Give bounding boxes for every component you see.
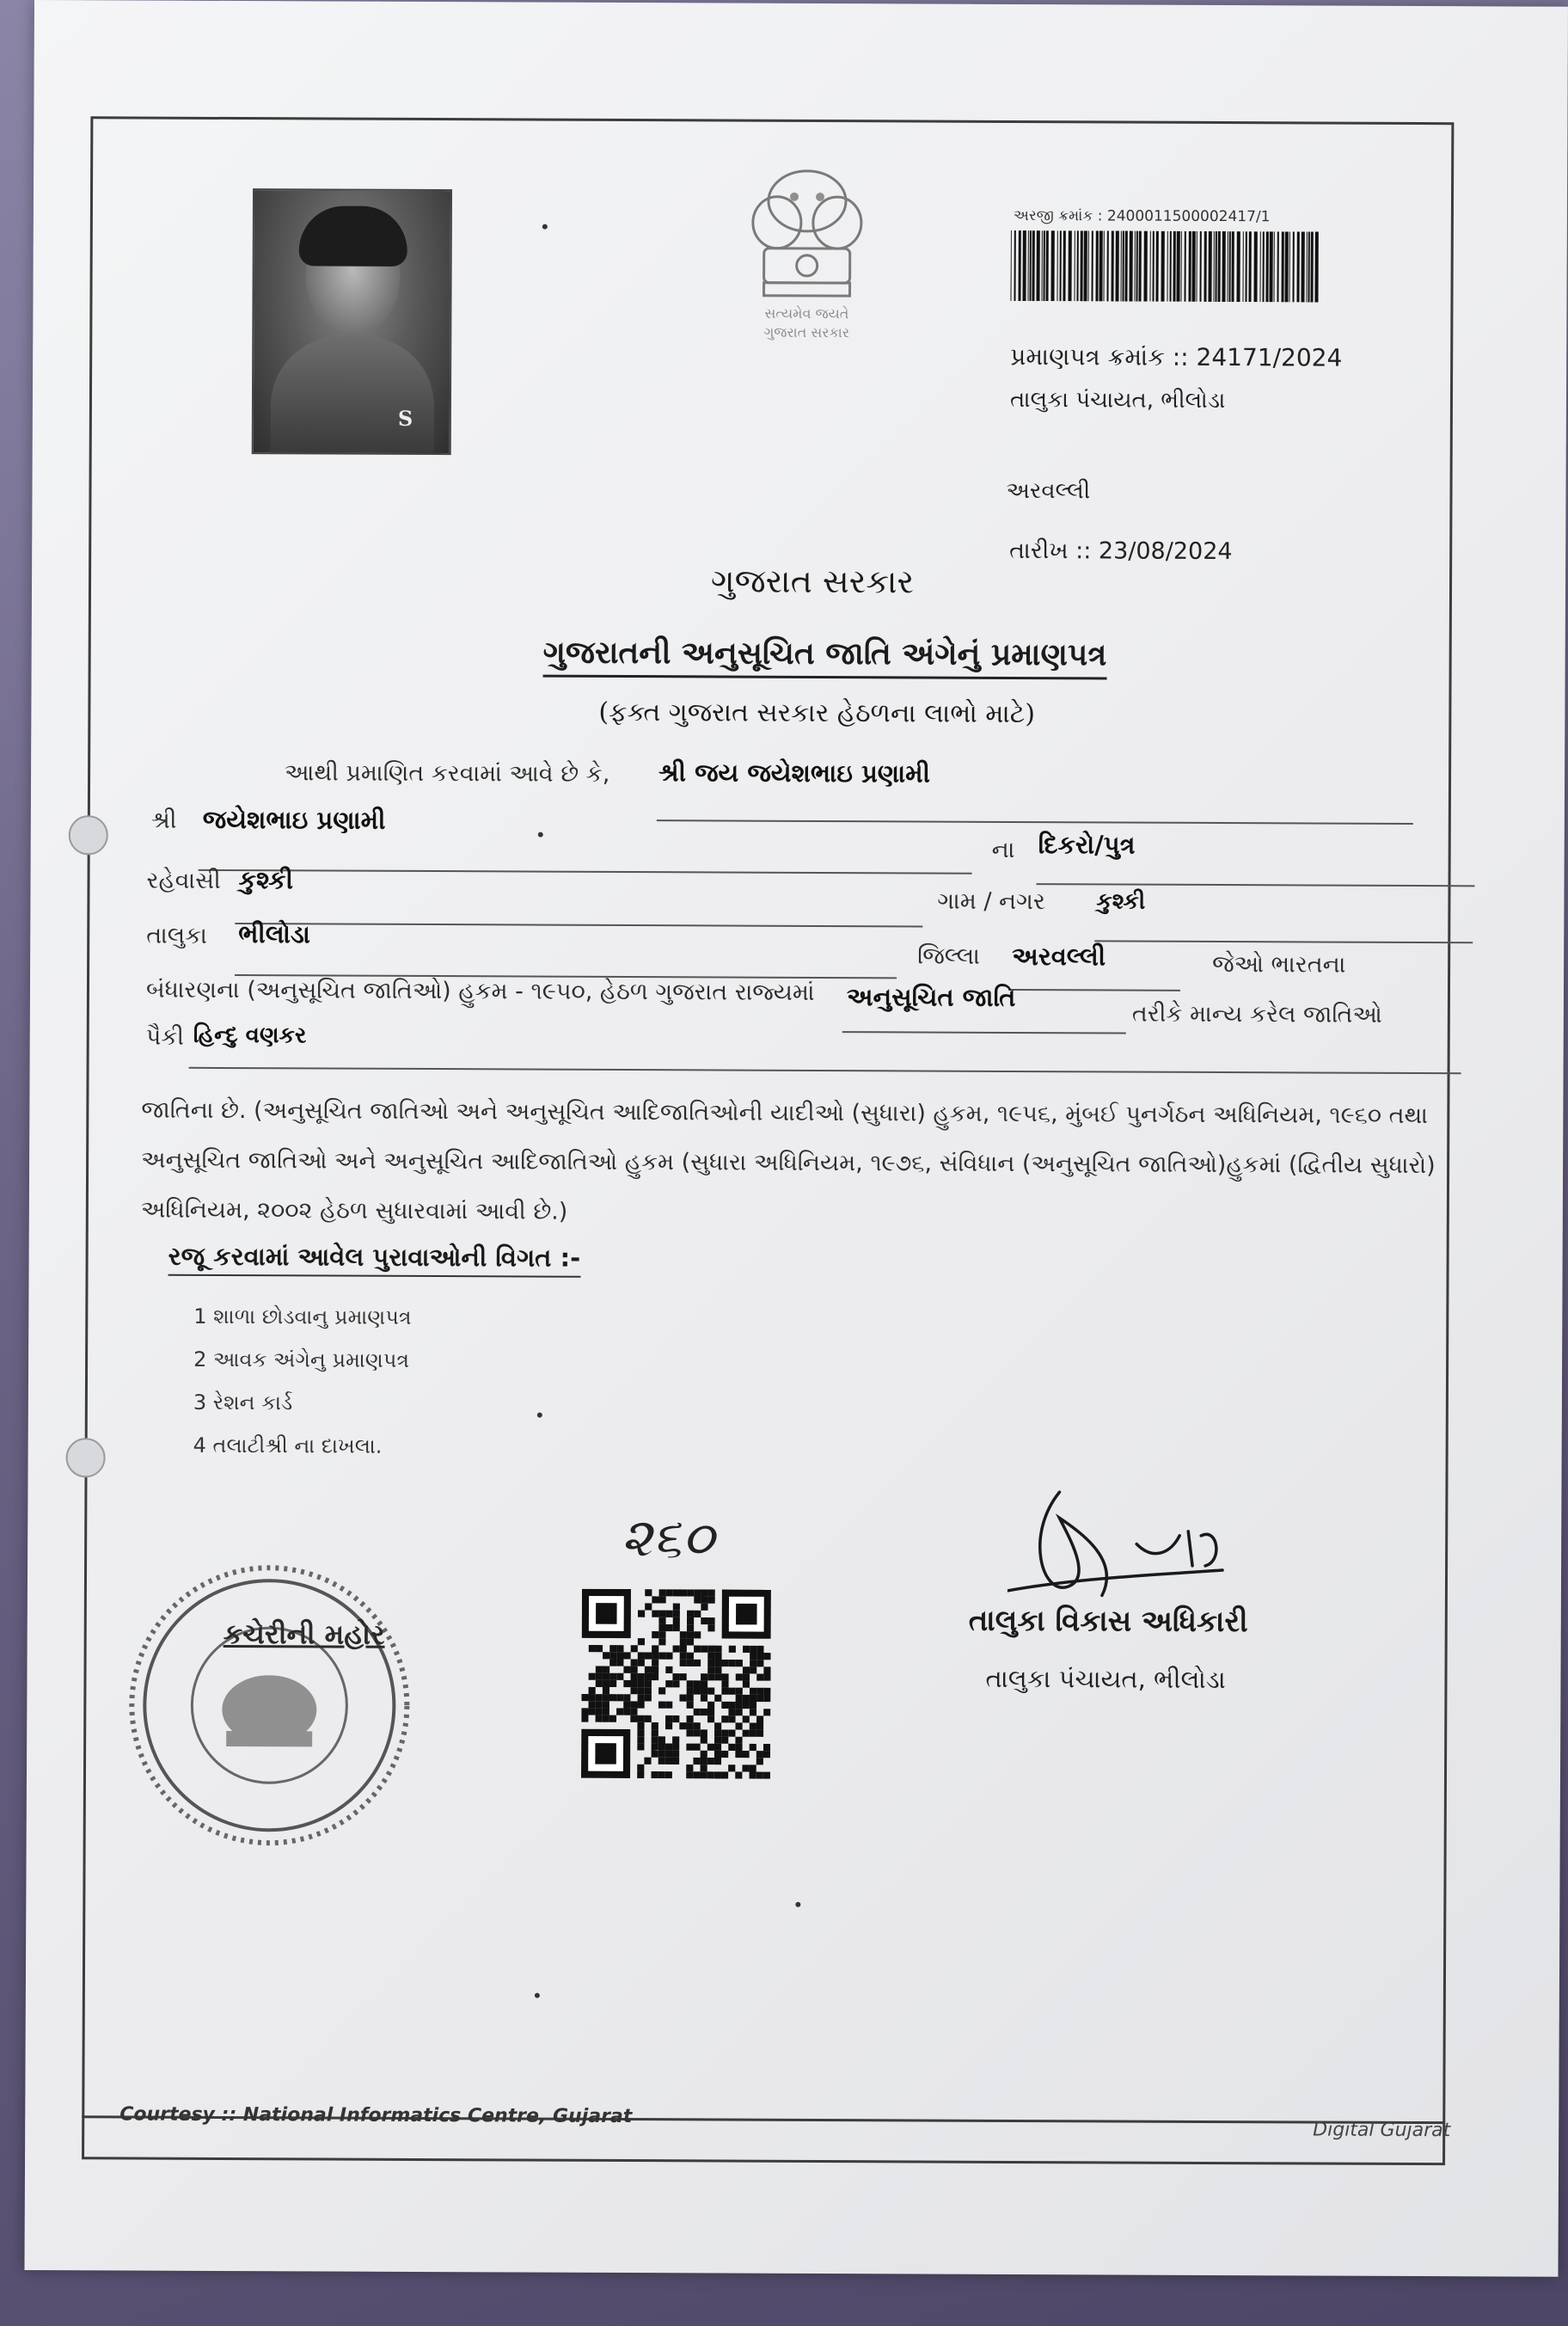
handwritten-note: ૨૬૦ [621, 1505, 714, 1569]
certificate-title: ગુજરાતની અનુસૂચિત જાતિ અંગેનું પ્રમાણપત્ર [543, 635, 1107, 680]
taluka-value: ભીલોડા [238, 919, 311, 949]
father-prefix: શ્રી [150, 807, 177, 834]
certify-label: આથી પ્રમાણિત કરવામાં આવે છે કે, [285, 759, 610, 788]
office-seal-stamp [123, 1558, 416, 1851]
candidate-name: શ્રી જય જયેશભાઇ પ્રણામી [658, 758, 931, 789]
father-name: જયેશભાઇ પ્રણામી [202, 804, 386, 835]
barcode [1010, 230, 1320, 303]
resident-label: રહેવાસી [146, 867, 221, 894]
footer-courtesy: Courtesy :: National Informatics Centre, Gujarat [119, 2103, 633, 2128]
village-label: ગામ / નગર [937, 887, 1045, 916]
district-name: અરવલ્લી [1006, 477, 1091, 505]
speck [535, 1993, 540, 1998]
seal-caption: કચેરીની મહોર [223, 1617, 385, 1651]
certificate-paper [24, 0, 1568, 2277]
applicant-photo: S [252, 188, 452, 455]
list-item: 3 રેશન કાર્ડ [193, 1390, 293, 1415]
speck [542, 224, 548, 230]
punch-hole-top [69, 815, 108, 855]
who-label: જેઓ ભારતના [1212, 950, 1346, 979]
constitution-text: બંધારણના (અનુસૂચિત જાતિઓ) હુકમ - ૧૯૫૦, હેઠળ ગુજરાત રાજ્યમાં [145, 976, 815, 1006]
speck [537, 1413, 542, 1418]
category-value: અનુસૂચિત જાતિ [846, 982, 1016, 1012]
resident-value: કુશ્કી [238, 865, 293, 895]
evidence-list [193, 1295, 412, 1468]
application-number: અરજી ક્રમાંક : 2400011500002417/1 [1013, 206, 1271, 226]
evidence-title: રજૂ કરવામાં આવેલ પુરાવાઓની વિગત :- [168, 1242, 581, 1278]
certificate-number: પ્રમાણપત્ર ક્રમાંક :: 24171/2024 [1010, 341, 1343, 372]
recognized-label: તરીકે માન્ય કરેલ જાતિઓ [1131, 1000, 1382, 1028]
footer-digital-gujarat: Digital Gujarat [1313, 2119, 1451, 2142]
emblem-motto: સત્યમેવ જયતે ગુજરાત સરકાર [763, 304, 850, 341]
list-item: 4 તલાટીશ્રી ના દાખલા. [193, 1433, 383, 1458]
speck [538, 832, 543, 838]
taluka-label: તાલુકા [146, 922, 207, 949]
legal-paragraph: જાતિના છે. (અનુસૂચિત જાતિઓ અને અનુસૂચિત આદિજાતિઓની યાદીઓ (સુધારા) હુકમ, ૧૯૫૬, મુંબઈ પુનર્ગઠન અધિનિયમ, ૧૯૬૦ તથા અનુસૂચિત જાતિઓ અને અનુસૂચિત આદિજાતિઓ હુકમ (સુધારા અધિનિયમ, ૧૯૭૬, સંવિધાન (અનુસૂચિત જાતિઓ)હુકમાં (દ્વિતીય સુધારો) અધિનિયમ, ૨૦૦૨ હેઠળ સુધારવામાં આવી છે.) [140, 1096, 1436, 1225]
caste-value: હિન્દુ વણકર [193, 1022, 307, 1049]
signer-title: તાલુકા વિકાસ અધિકારી [968, 1603, 1248, 1640]
district-value: અરવલ્લી [1012, 941, 1106, 972]
caste-prefix: પૈકી [145, 1023, 185, 1051]
issue-date: તારીખ :: 23/08/2024 [1009, 537, 1233, 566]
speck [795, 1902, 800, 1907]
issuing-office: તાલુકા પંચાયત, ભીલોડા [1009, 386, 1226, 414]
qr-code [581, 1589, 771, 1779]
village-value: કુશ્કી [1096, 888, 1146, 915]
list-item: 1 શાળા છોડવાનુ પ્રમાણપત્ર [193, 1304, 412, 1329]
list-item: 2 આવક અંગેનુ પ્રમાણપત્ર [193, 1347, 410, 1372]
signer-office: તાલુકા પંચાયત, ભીલોડા [985, 1663, 1226, 1695]
relation-value: દિકરો/પુત્ર [1038, 830, 1136, 860]
relation-label: ના [991, 836, 1015, 863]
district-label: જિલ્લા [917, 942, 980, 970]
government-heading: ગુજરાત સરકાર [710, 562, 915, 601]
signature [1008, 1483, 1232, 1605]
punch-hole-bottom [66, 1438, 106, 1477]
certificate-subtitle: (ફક્ત ગુજરાત સરકાર હેઠળના લાભો માટે) [598, 697, 1036, 730]
